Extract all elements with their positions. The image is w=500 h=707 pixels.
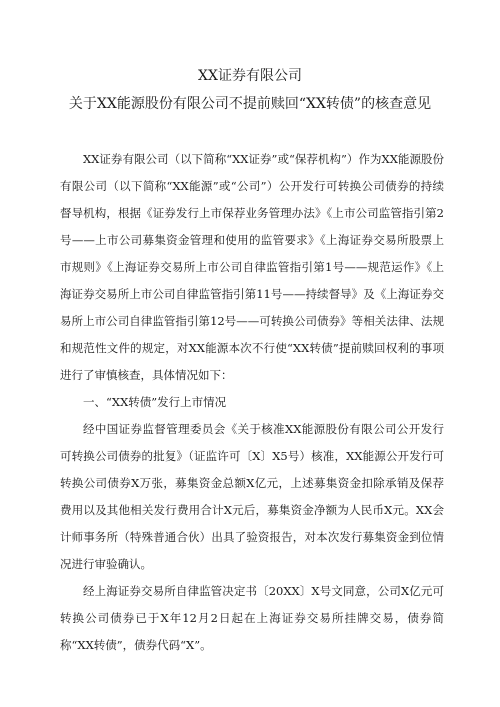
document-title: 关于XX能源股份有限公司不提前赎回“XX转债”的核查意见	[68, 96, 432, 112]
issuance-paragraph: 经中国证券监督管理委员会《关于核准XX能源股份有限公司公开发行可转换公司债券的批复》（证监许可〔X〕X5号）核准，XX能源公开发行可转换公司债券X万张，募集资金总额X亿元，上述募集资金扣除承销及保荐费用以及其他相关发行费用合计X元后，募集资金净额为人民币X元。XX会计师事务所（特殊普通合伙）出具了验资报告，对本次发行募集资金到位情况进行审验确认。	[60, 422, 444, 571]
section-heading: 一、“XX转债”发行上市情况	[83, 395, 227, 409]
document-company: XX证券有限公司	[198, 68, 302, 84]
document-body	[60, 146, 444, 659]
listing-paragraph: 经上海证券交易所自律监管决定书〔20XX〕X号文同意，公司X亿元可转换公司债券已于X年12月2日起在上海证券交易所挂牌交易，债券简称“XX转债”，债券代码“X”。	[60, 584, 444, 652]
intro-paragraph: XX证券有限公司（以下简称“XX证券”或“保荐机构”）作为XX能源股份有限公司（以下简称“XX能源”或“公司”）公开发行可转换公司债券的持续督导机构，根据《证券发行上市保荐业务管理办法》《上市公司监管指引第2号——上市公司募集资金管理和使用的监管要求》《上海证券交易所股票上市规则》《上海证券交易所上市公司自律监管指引第1号——规范运作》《上海证券交易所上市公司自律监管指引第11号——持续督导》及《上海证券交易所上市公司自律监管指引第12号——可转换公司债券》等相关法律、法规和规范性文件的规定，对XX能源本次不行使“XX转债”提前赎回权利的事项进行了审慎核查，具体情况如下：	[60, 152, 444, 382]
